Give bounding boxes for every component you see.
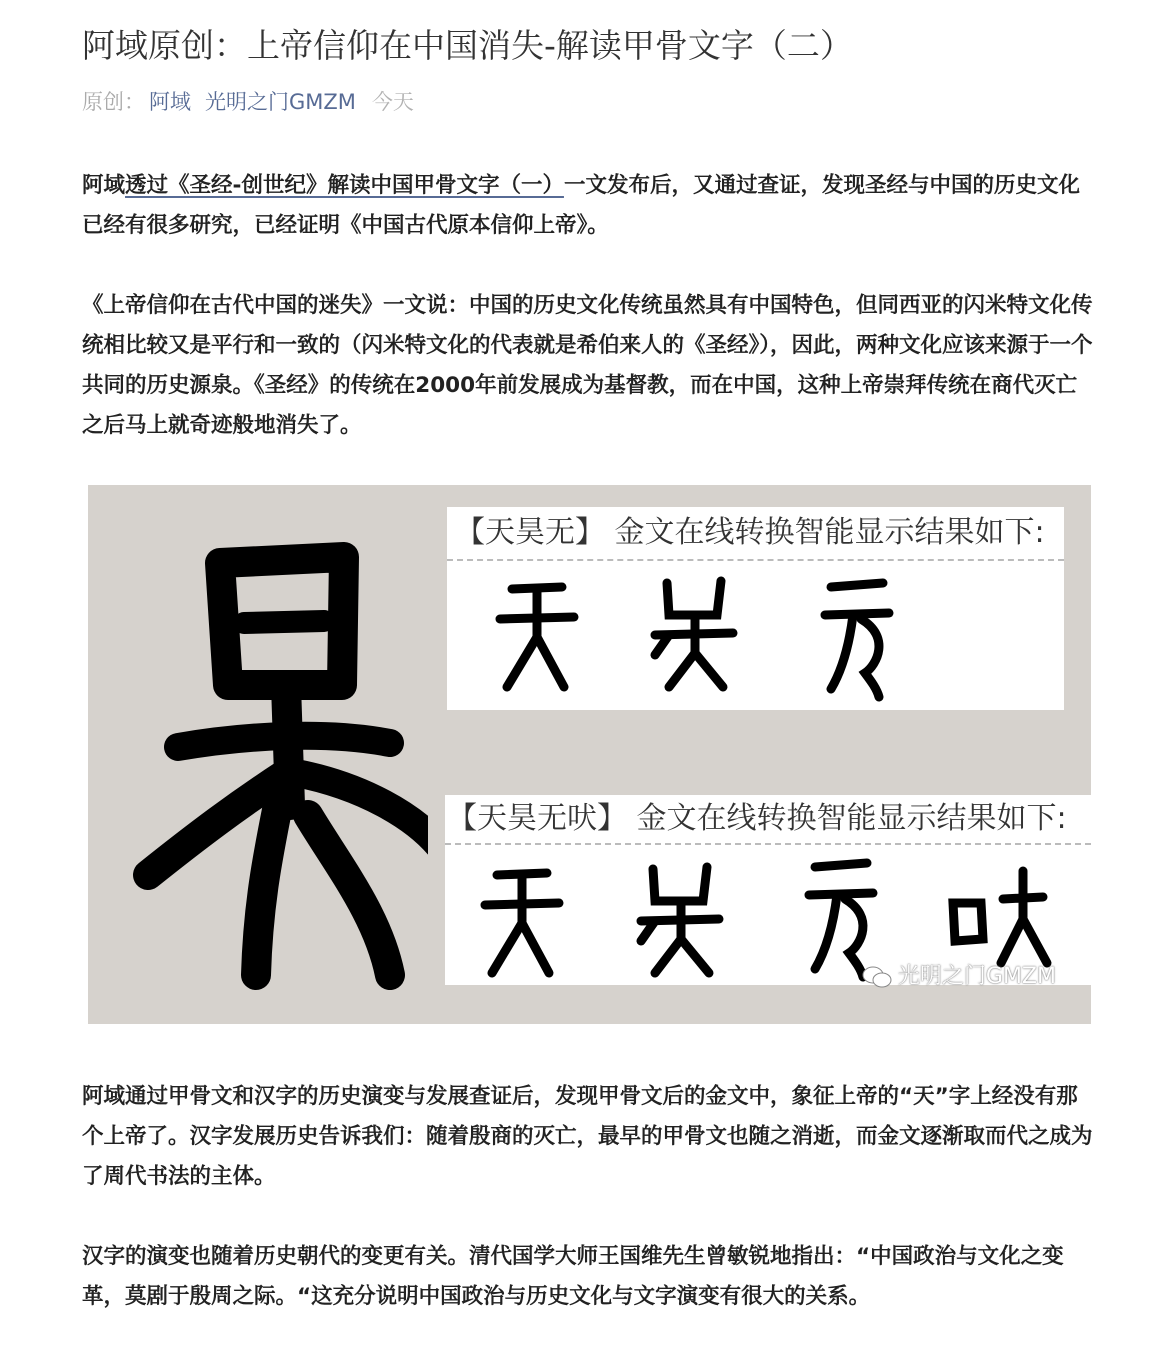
paragraph-1-suffix: 一文发布后，又通过查证，发现圣经与中国的历史文化已经有很多研究，已经证明《中国古代原本信仰上帝》。	[82, 173, 1080, 238]
article-figure	[88, 485, 1091, 1024]
wechat-icon	[862, 965, 892, 989]
wu-glyph	[819, 577, 899, 705]
top-result-panel	[447, 507, 1064, 710]
figure-watermark	[862, 962, 1056, 992]
large-hao-glyph	[128, 535, 428, 995]
bottom-caption-divider	[445, 843, 1091, 845]
original-label: 原创：	[82, 90, 145, 114]
author-link[interactable]: 阿域	[149, 90, 191, 114]
paragraph-1	[82, 166, 1097, 246]
paragraph-2: 《上帝信仰在古代中国的迷失》一文说：中国的历史文化传统虽然具有中国特色，但同西亚的闪米特文化传统相比较又是平行和一致的（闪米特文化的代表就是希伯来人的《圣经》），因此，两种文化应该来源于一个共同的历史源泉。《圣经》的传统在2000年前发展成为基督教，而在中国，这种上帝崇拜传统在商代灭亡之后马上就奇迹般地消失了。	[82, 293, 1093, 438]
hao-glyph	[647, 575, 742, 697]
paragraph-1-prefix: 阿域	[82, 173, 126, 198]
top-caption-divider	[447, 559, 1064, 561]
bottom-result-panel	[445, 795, 1091, 985]
bottom-result-caption: 【天昊无吠】 金文在线转换智能显示结果如下:	[447, 801, 1067, 836]
publish-date: 今天	[371, 90, 414, 114]
tian-glyph	[492, 579, 582, 694]
article-meta	[82, 88, 414, 116]
fei-glyph	[945, 863, 1055, 973]
account-link[interactable]: 光明之门GMZM	[205, 90, 356, 114]
watermark-text: 光明之门GMZM	[897, 964, 1056, 989]
top-result-caption: 【天昊无】 金文在线转换智能显示结果如下:	[455, 515, 1045, 550]
paragraph-4: 汉字的演变也随着历史朝代的变更有关。清代国学大师王国维先生曾敏锐地指出：“中国政治与文化之变革，莫剧于殷周之际。“这充分说明中国政治与历史文化与文字演变有很大的关系。	[82, 1244, 1064, 1309]
paragraph-3: 阿域通过甲骨文和汉字的历史演变与发展查证后，发现甲骨文后的金文中，象征上帝的“天”字上经没有那个上帝了。汉字发展历史告诉我们：随着殷商的灭亡，最早的甲骨文也随之消逝，而金文逐渐取而代之成为了周代书法的主体。	[82, 1084, 1093, 1189]
article-title: 阿域原创：上帝信仰在中国消失-解读甲骨文字（二）	[82, 26, 853, 65]
previous-article-link[interactable]: 透过《圣经-创世纪》解读中国甲骨文字（一）	[125, 173, 564, 198]
hao-glyph-2	[633, 861, 728, 983]
tian-glyph-2	[477, 865, 567, 980]
